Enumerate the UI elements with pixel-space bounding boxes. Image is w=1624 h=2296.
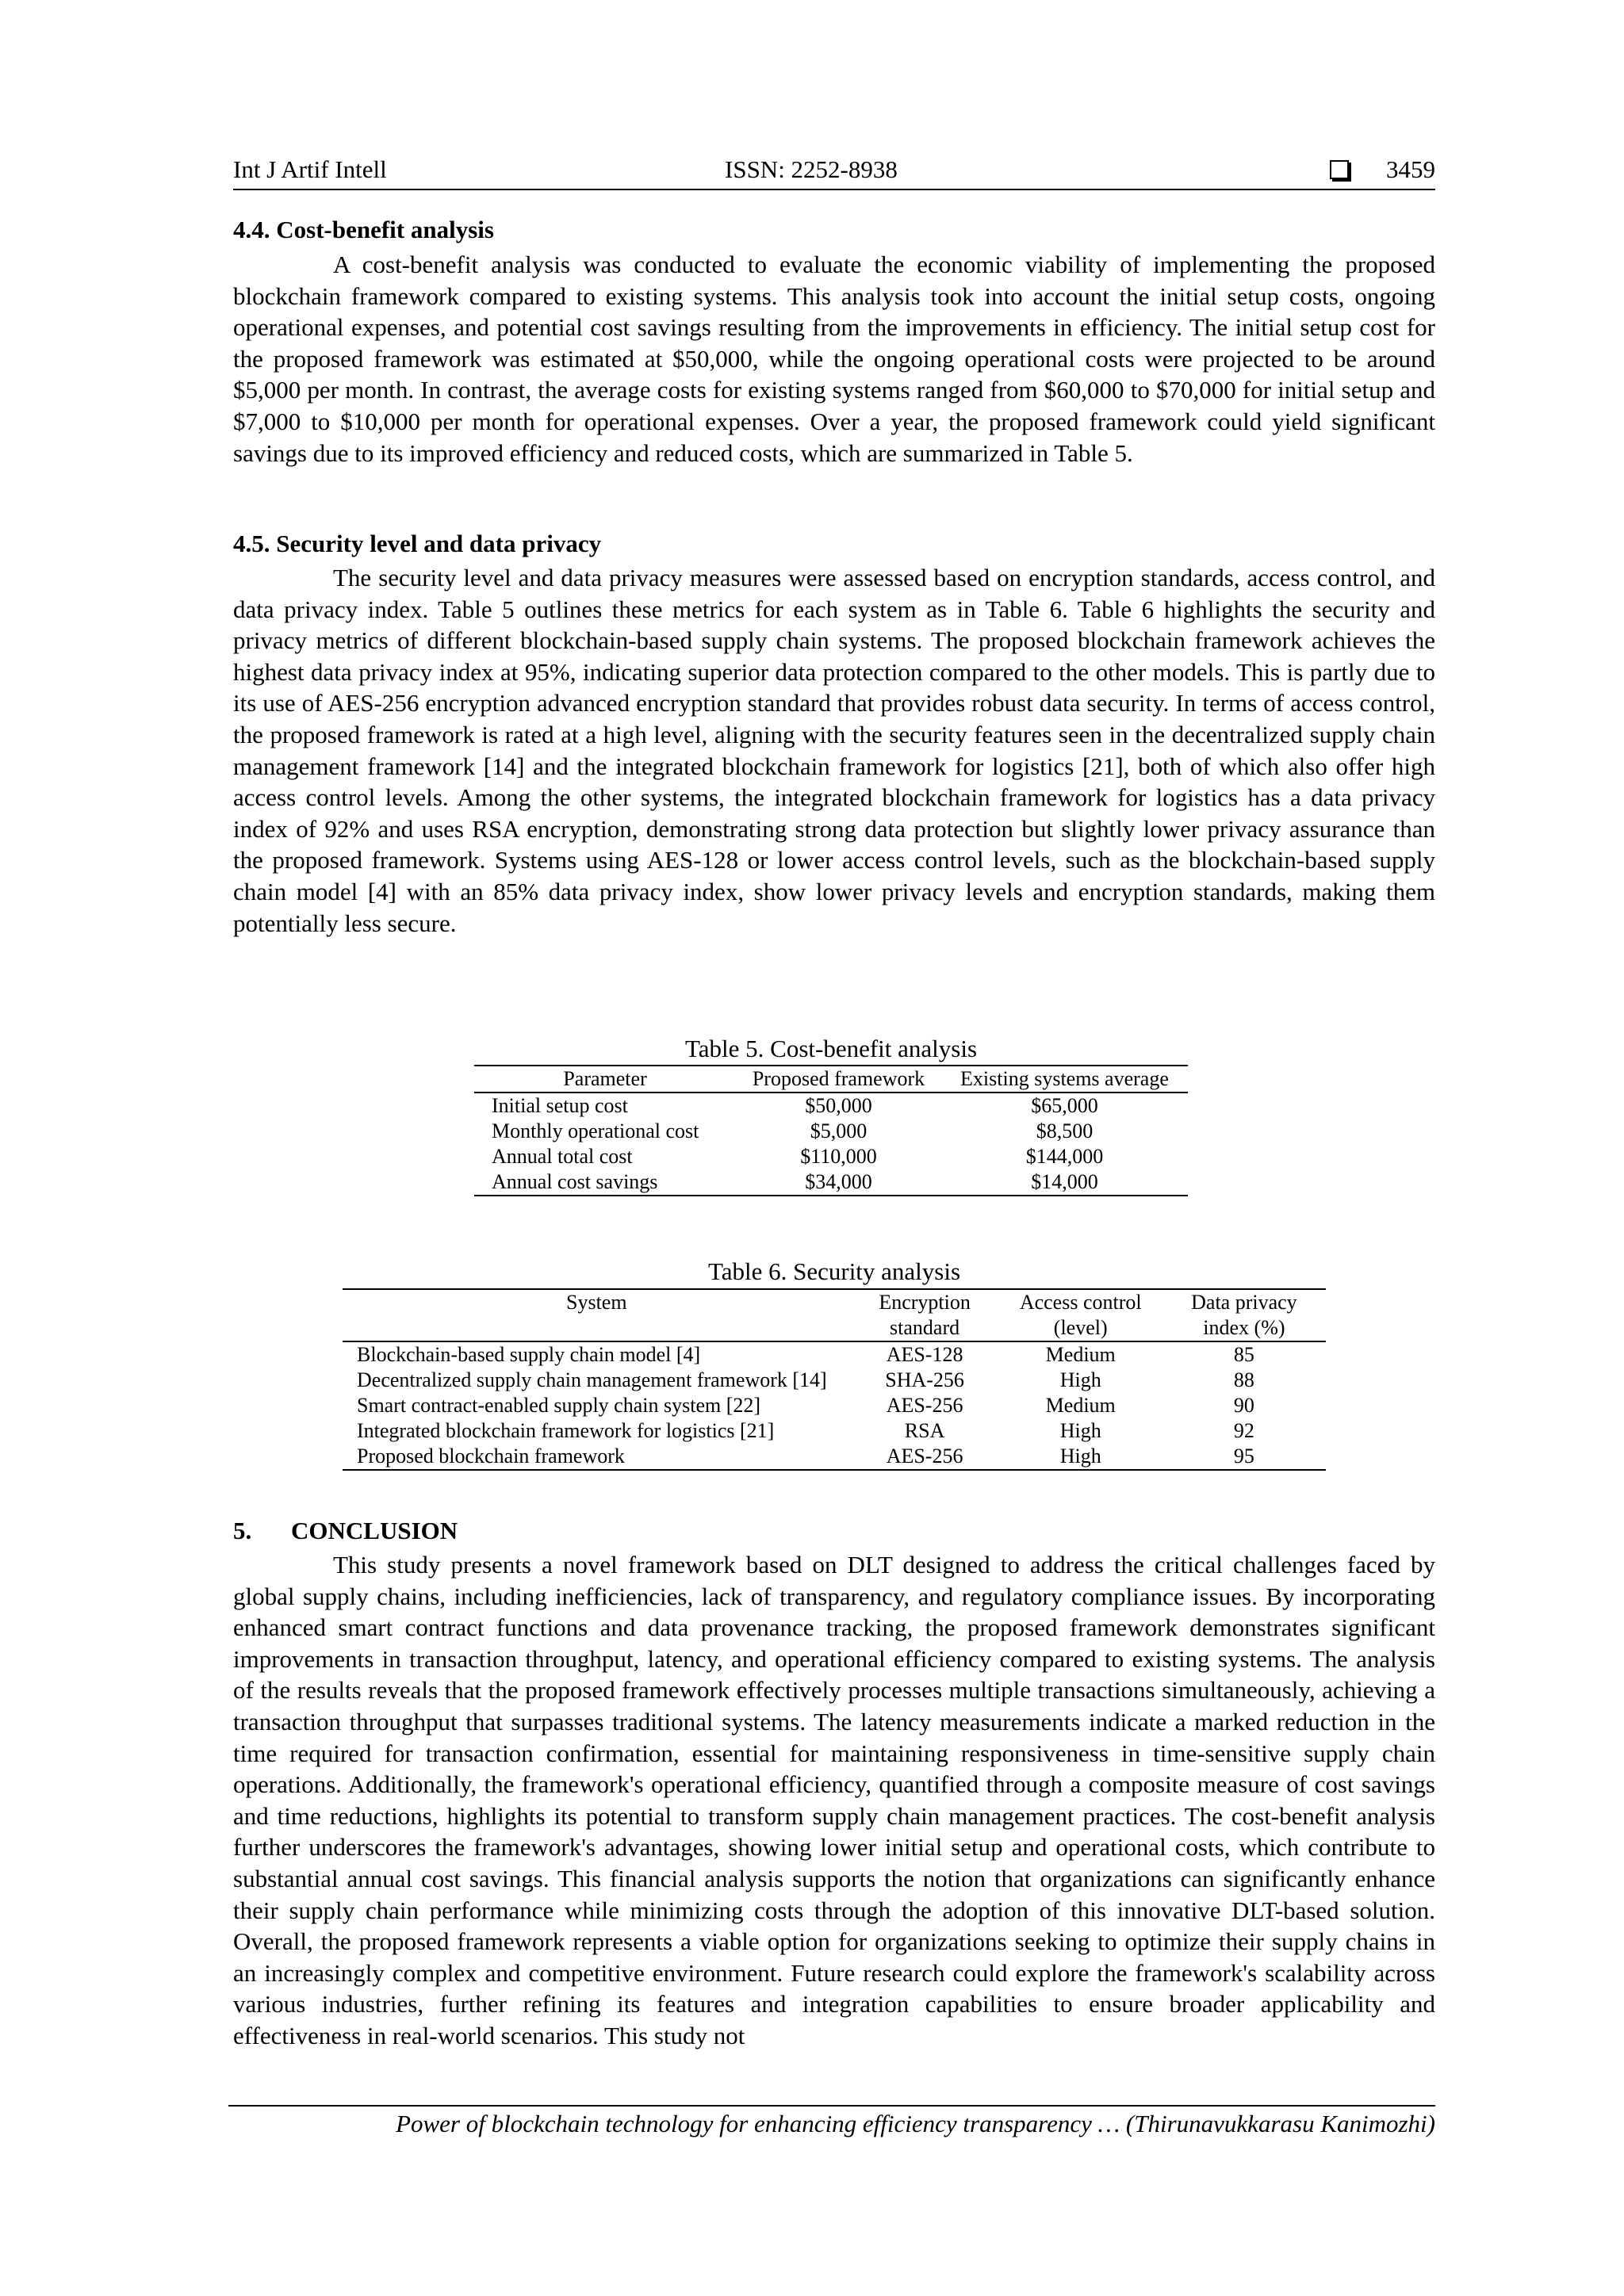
table-header-cell	[343, 1289, 851, 1341]
page-footer: Power of blockchain technology for enhancing efficiency transparency … (Thirunavukkarasu Kanimozhi)	[228, 2105, 1435, 2138]
table-cell: Medium	[1045, 1343, 1116, 1366]
paragraph-conclusion: This study presents a novel framework based on DLT designed to address the critical challenges faced by global supply chains, including inefficiencies, lack of transparency, and regulatory compliance issues. By incorporating enhanced smart contract functions and data provenance tracking, the proposed framework demonstrates significant improvements in transaction throughput, latency, and operational efficiency compared to existing systems. The analysis of the results reveals that the proposed framework effectively processes multiple transactions simultaneously, achieving a transaction throughput that surpasses traditional systems. The latency measurements indicate a marked reduction in the time required for transaction confirmation, essential for maintaining responsiveness in time-sensitive supply chain operations. Additionally, the framework's operational efficiency, quantified through a composite measure of cost savings and time reductions, highlights its potential to transform supply chain management practices. The cost-benefit analysis further underscores the framework's advantages, showing lower initial setup and operational costs, which contribute to substantial annual cost savings. This financial analysis supports the notion that organizations can significantly enhance their supply chain performance while minimizing costs through the adoption of this innovative DLT-based solution. Overall, the proposed framework represents a viable option for organizations seeking to optimize their supply chains in an increasingly complex and competitive environment. Future research could explore the framework's scalability across various industries, further refining its features and integration capabilities to ensure broader applicability and effectiveness in real-world scenarios. This study not	[233, 1551, 1435, 2049]
table-header-cell: Proposed framework	[736, 1066, 941, 1093]
header-line: Encryption	[879, 1291, 971, 1314]
table-cell: $5,000	[810, 1119, 868, 1142]
section-title: CONCLUSION	[291, 1517, 458, 1544]
table-header-cell	[1162, 1289, 1326, 1341]
table-header-row	[474, 1066, 1188, 1093]
table-row	[343, 1368, 1326, 1393]
table-cell: AES-128	[886, 1343, 963, 1366]
page-header	[233, 155, 1435, 190]
table-cell: Annual total cost	[492, 1145, 633, 1168]
table5-caption: Table 5. Cost-benefit analysis	[684, 1035, 978, 1062]
header-line: index (%)	[1203, 1316, 1285, 1339]
table-cell: 95	[1233, 1445, 1254, 1468]
table-cell: $50,000	[805, 1094, 872, 1117]
table-cell: $144,000	[1025, 1145, 1104, 1168]
table-cell: $34,000	[805, 1170, 872, 1193]
table-row	[474, 1093, 1188, 1119]
table-row	[343, 1444, 1326, 1470]
paragraph-security: The security level and data privacy measures were assessed based on encryption standards, access control, and data privacy index. Table 5 outlines these metrics for each system as in Table 6. Table 6 highlights the security and privacy metrics of different blockchain-based supply chain systems. The proposed blockchain framework achieves the highest data privacy index at 95%, indicating superior data protection compared to the other models. This is partly due to its use of AES-256 encryption advanced encryption standard that provides robust data security. In terms of access control, the proposed framework is rated at a high level, aligning with the security features seen in the decentralized supply chain management framework [14] and the integrated blockchain framework for logistics [21], both of which also offer high access control levels. Among the other systems, the integrated blockchain framework for logistics has a data privacy index of 92% and uses RSA encryption, demonstrating strong data protection but slightly lower privacy assurance than the proposed framework. Systems using AES-128 or lower access control levels, such as the blockchain-based supply chain model [4] with an 85% data privacy index, show lower privacy levels and encryption standards, making them potentially less secure.	[233, 564, 1435, 937]
table-cell: RSA	[904, 1419, 945, 1442]
header-line: Data privacy	[1191, 1291, 1297, 1314]
header-line: standard	[890, 1316, 960, 1339]
header-line: Access control	[1019, 1291, 1142, 1314]
page-number: 3459	[1386, 155, 1435, 183]
table-cell: Blockchain-based supply chain model [4]	[357, 1343, 701, 1366]
table-header-row	[343, 1289, 1326, 1341]
table-cell: AES-256	[886, 1445, 963, 1468]
table-row	[343, 1393, 1326, 1418]
table-cell: SHA-256	[885, 1368, 964, 1391]
table-cell: Monthly operational cost	[492, 1119, 699, 1142]
table-cell: Annual cost savings	[492, 1170, 658, 1193]
table5-cost-benefit	[474, 1065, 1188, 1196]
table-cell: Medium	[1045, 1394, 1116, 1417]
table-cell: $65,000	[1031, 1094, 1098, 1117]
section-heading-4-4: 4.4. Cost-benefit analysis	[233, 216, 494, 243]
table-cell: Smart contract-enabled supply chain system [22]	[357, 1394, 761, 1417]
table-cell: Integrated blockchain framework for logistics [21]	[357, 1419, 775, 1442]
table-cell: High	[1059, 1419, 1101, 1442]
section-heading-5	[233, 1517, 458, 1545]
paragraph-cost-benefit: A cost-benefit analysis was conducted to evaluate the economic viability of implementing the proposed blockchain framework compared to existing systems. This analysis took into account the initial setup costs, ongoing operational expenses, and potential cost savings resulting from the improvements in efficiency. The initial setup cost for the proposed framework was estimated at $50,000, while the ongoing operational costs were projected to be around $5,000 per month. In contrast, the average costs for existing systems ranged from $60,000 to $70,000 for initial setup and $7,000 to $10,000 per month for operational expenses. Over a year, the proposed framework could yield significant savings due to its improved efficiency and reduced costs, which are summarized in Table 5.	[233, 251, 1435, 467]
table-cell: High	[1059, 1445, 1101, 1468]
table-cell: 85	[1233, 1343, 1254, 1366]
table-cell: 90	[1233, 1394, 1254, 1417]
table6-caption: Table 6. Security analysis	[707, 1257, 961, 1285]
table-cell: $8,500	[1036, 1119, 1094, 1142]
section-number: 5.	[233, 1517, 252, 1544]
table-row	[474, 1119, 1188, 1144]
table6-security	[343, 1288, 1326, 1471]
table-cell: $110,000	[800, 1145, 877, 1168]
table-cell: AES-256	[886, 1394, 963, 1417]
table-row	[474, 1144, 1188, 1169]
checkbox-square-icon	[1330, 160, 1349, 179]
table-cell: High	[1059, 1368, 1101, 1391]
table-header-cell	[851, 1289, 999, 1341]
table-header-cell	[999, 1289, 1162, 1341]
table-cell: Initial setup cost	[492, 1094, 628, 1117]
table-header-cell: Existing systems average	[941, 1066, 1188, 1093]
table-cell: 88	[1233, 1368, 1254, 1391]
header-line: (level)	[1053, 1316, 1108, 1339]
table-cell: Proposed blockchain framework	[357, 1445, 625, 1468]
issn: ISSN: 2252-8938	[725, 155, 898, 183]
table-cell: 92	[1233, 1419, 1254, 1442]
table-cell: $14,000	[1031, 1170, 1098, 1193]
journal-name: Int J Artif Intell	[233, 155, 387, 183]
table-row	[474, 1169, 1188, 1196]
header-line: System	[566, 1291, 627, 1314]
table-row	[343, 1341, 1326, 1368]
section-heading-4-5: 4.5. Security level and data privacy	[233, 530, 602, 557]
table-header-cell: Parameter	[474, 1066, 736, 1093]
table-cell: Decentralized supply chain management framework [14]	[357, 1368, 827, 1391]
table-row	[343, 1418, 1326, 1444]
